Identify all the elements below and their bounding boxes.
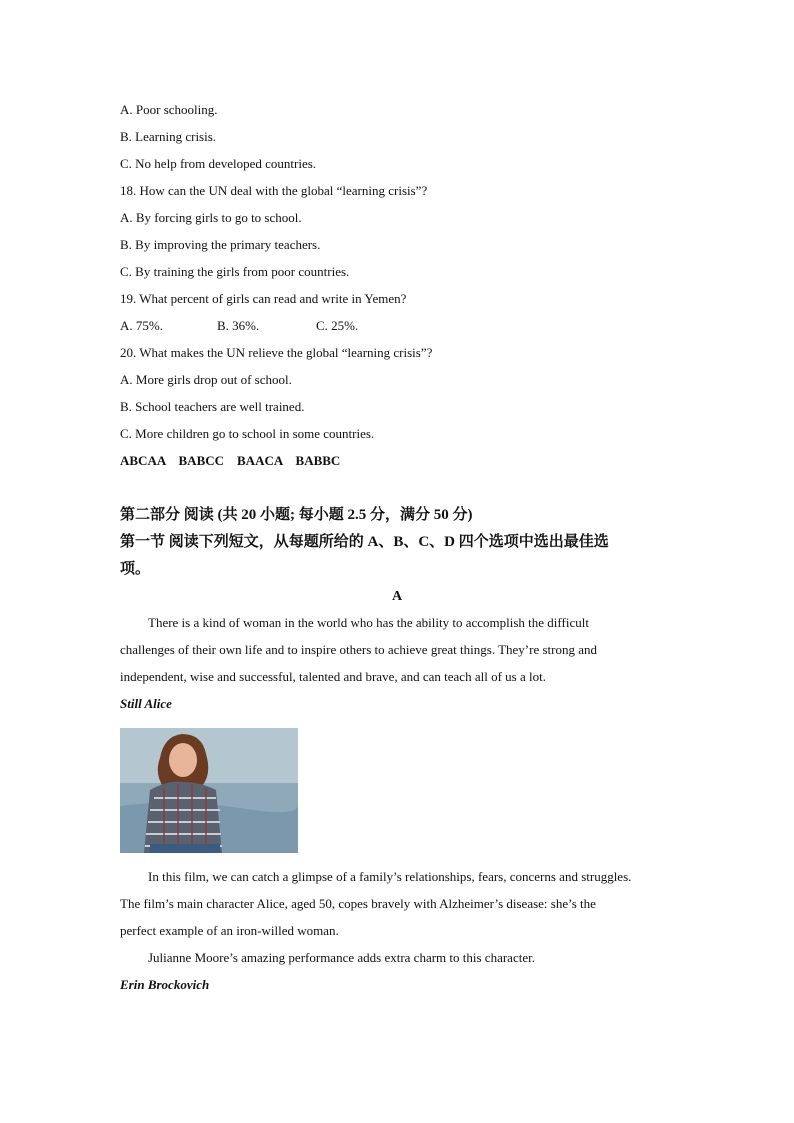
q19-options: [120, 318, 420, 334]
film1-note: Julianne Moore’s amazing performance adds extra charm to this character.: [148, 950, 535, 965]
part2-heading: 第二部分 阅读 (共 20 小题; 每小题 2.5 分，满分 50 分): [120, 507, 473, 523]
film-title-erin-brockovich: Erin Brockovich: [120, 977, 210, 992]
q20-question: 20. What makes the UN relieve the global “learning crisis”?: [120, 345, 433, 360]
q17-option-a: A. Poor schooling.: [120, 102, 218, 117]
film1-line-3: perfect example of an iron-willed woman.: [120, 923, 339, 938]
q18-option-a: A. By forcing girls to go to school.: [120, 210, 302, 225]
q19-question: 19. What percent of girls can read and write in Yemen?: [120, 291, 407, 306]
q20-option-b: B. School teachers are well trained.: [120, 399, 305, 414]
q17-option-b: B. Learning crisis.: [120, 129, 217, 144]
q19-option-c: C. 25%.: [316, 318, 359, 333]
q17-option-c: C. No help from developed countries.: [120, 156, 317, 171]
woman-on-beach-image: [120, 728, 298, 853]
intro-line-3: independent, wise and successful, talented and brave, and can teach all of us a lot.: [120, 669, 546, 684]
film-title-still-alice: Still Alice: [120, 696, 172, 711]
q18-option-b: B. By improving the primary teachers.: [120, 237, 321, 252]
q18-option-c: C. By training the girls from poor countries.: [120, 264, 350, 279]
q19-option-a: A. 75%.: [120, 318, 163, 333]
q20-option-c: C. More children go to school in some countries.: [120, 426, 375, 441]
intro-line-1: There is a kind of woman in the world who has the ability to accomplish the difficult: [148, 615, 589, 630]
q20-option-a: A. More girls drop out of school.: [120, 372, 292, 387]
q19-option-b: B. 36%.: [217, 318, 260, 333]
q18-question: 18. How can the UN deal with the global “learning crisis”?: [120, 183, 428, 198]
answer-key: ABCAA BABCC BAACA BABBC: [120, 453, 341, 468]
section1-instruction-line2: 项。: [120, 561, 151, 577]
film1-line-1: In this film, we can catch a glimpse of a family’s relationships, fears, concerns and struggles.: [148, 869, 632, 884]
film-still-photo: [120, 728, 298, 853]
passage-letter: A: [391, 589, 403, 604]
section1-instruction-line1: 第一节 阅读下列短文，从每题所给的 A、B、C、D 四个选项中选出最佳选: [120, 534, 609, 550]
film1-line-2: The film’s main character Alice, aged 50, copes bravely with Alzheimer’s disease: she’s the: [120, 896, 596, 911]
intro-line-2: challenges of their own life and to inspire others to achieve great things. They’re strong and: [120, 642, 598, 657]
